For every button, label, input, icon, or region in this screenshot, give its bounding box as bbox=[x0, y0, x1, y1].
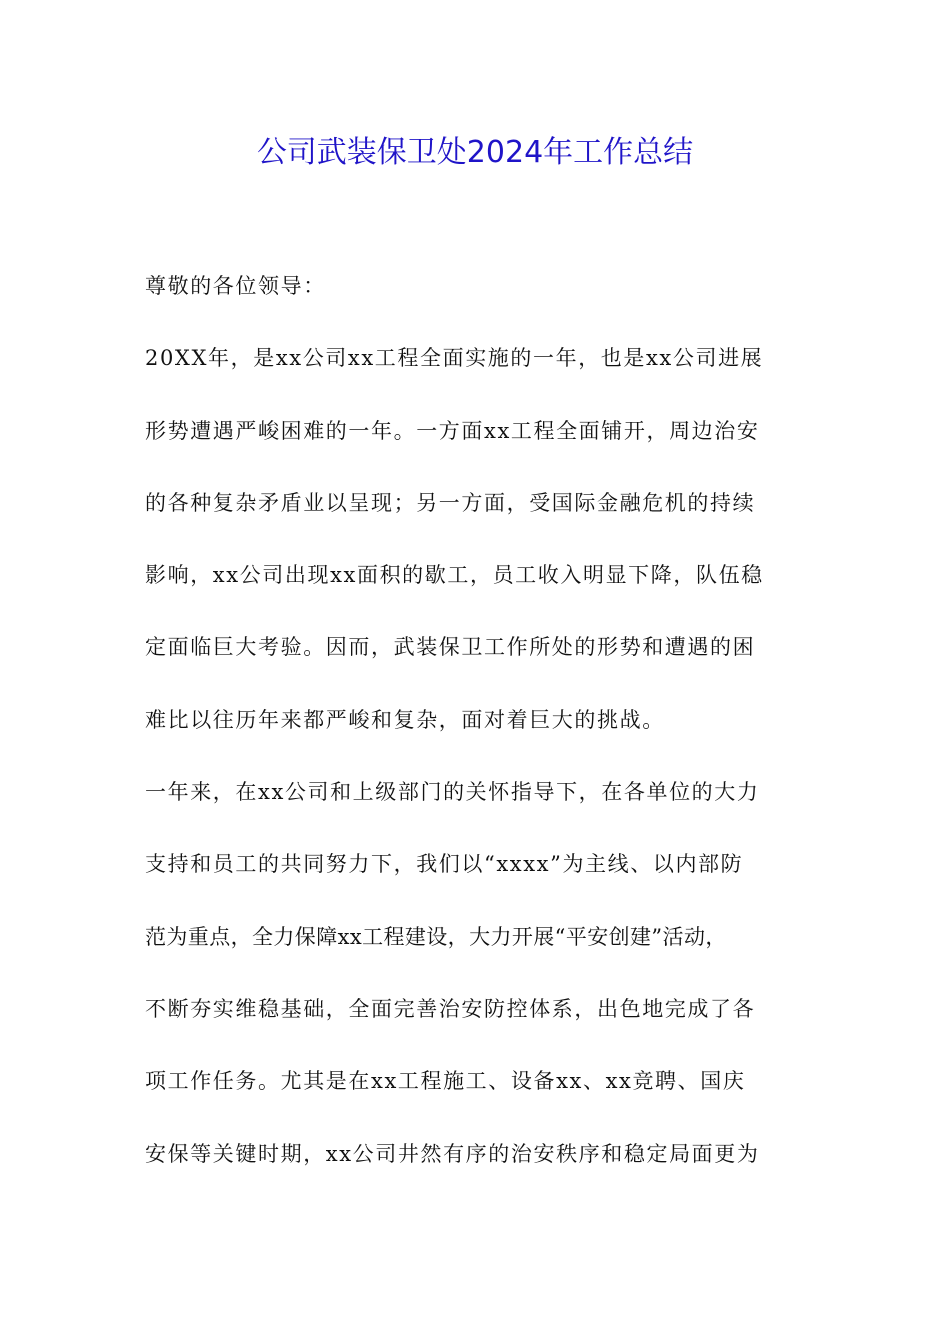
paragraph-line: 影响，xx公司出现xx面积的歇工，员工收入明显下降，队伍稳 bbox=[145, 563, 764, 588]
salutation-line: 尊敬的各位领导： bbox=[145, 274, 326, 298]
paragraph-line: 项工作任务。尤其是在xx工程施工、设备xx、xx竞聘、国庆 bbox=[145, 1069, 746, 1094]
paragraph-line: 定面临巨大考验。因而，武装保卫工作所处的形势和遭遇的困 bbox=[145, 635, 756, 660]
document-body bbox=[145, 262, 835, 1202]
paragraph-line: 形势遭遇严峻困难的一年。一方面xx工程全面铺开，周边治安 bbox=[145, 418, 760, 443]
paragraph-line: 难比以往历年来都严峻和复杂，面对着巨大的挑战。 bbox=[145, 707, 665, 732]
paragraph-line: 范为重点，全力保障xx工程建设，大力开展“平安创建”活动， bbox=[145, 924, 727, 949]
paragraph-line: 安保等关键时期，xx公司井然有序的治安秩序和稳定局面更为 bbox=[145, 1141, 760, 1166]
paragraph-line: 20XX年，是xx公司xx工程全面实施的一年，也是xx公司进展 bbox=[145, 346, 764, 371]
paragraph-line: 不断夯实维稳基础，全面完善治安防控体系，出色地完成了各 bbox=[145, 996, 756, 1021]
paragraph-line: 支持和员工的共同努力下，我们以“xxxx”为主线、以内部防 bbox=[145, 852, 744, 877]
paragraph-line: 的各种复杂矛盾业以呈现；另一方面，受国际金融危机的持续 bbox=[145, 490, 756, 515]
document-title: 公司武装保卫处2024年工作总结 bbox=[256, 135, 694, 170]
paragraph-line: 一年来，在xx公司和上级部门的关怀指导下，在各单位的大力 bbox=[145, 780, 760, 805]
